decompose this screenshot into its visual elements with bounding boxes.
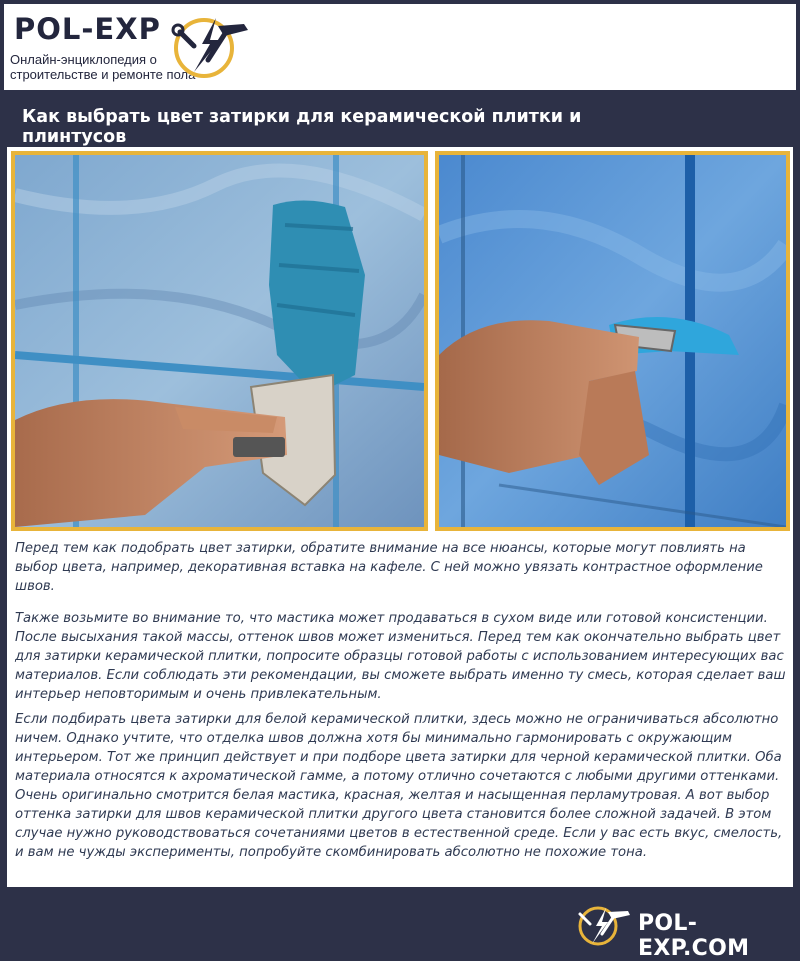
site-header: [4, 4, 796, 90]
paragraph: Также возьмите во внимание то, что мастика может продаваться в сухом виде или готовой консистенции. После высыхания такой массы, оттенок швов может измениться. Перед тем как окончательно выбрать цвет для затирки керамической плитки, попросите образцы готовой работы с использованием интересующих вас материалов. Если соблюдать эти рекомендации, вы сможете выбрать именно ту смесь, которая сделает ваш интерьер неповторимым и очень привлекательным.: [15, 611, 786, 702]
footer-site-link[interactable]: POL-EXP.COM: [638, 911, 750, 961]
grouting-photo-right: [435, 151, 790, 531]
article-title-bar: [4, 94, 653, 147]
hammer-wrench-lightning-icon[interactable]: [164, 10, 254, 82]
article-body: [15, 539, 787, 875]
paragraph: Перед тем как подобрать цвет затирки, обратите внимание на все нюансы, которые могут повлиять на выбор цвета, например, декоративная вставка на кафеле. С ней можно увязать контрастное оформление швов.: [15, 541, 763, 594]
grouting-photo-left: [11, 151, 428, 531]
site-tagline: Онлайн-энциклопедия о строительстве и ремонте пола: [10, 52, 196, 82]
paragraph: Если подбирать цвета затирки для белой керамической плитки, здесь можно не ограничиваться абсолютно ничем. Однако учтите, что отделка швов должна хотя бы минимально гармонировать с окружающим интерьером. Тот же принцип действует и при подборе цвета затирки для черной керамической плитки. Оба материала относятся к ахроматической гамме, а потому отлично сочетаются с любыми другими оттенками. Очень оригинально смотрится белая мастика, красная, желтая и насыщенная перламутровая. А вот выбор оттенка затирки для швов керамической плитки другого цвета становится более сложной задачей. В этом случае нужно руководствоваться сочетаниями цветов в естественной среде. Если у вас есть вкус, смелость, и вам не чужды эксперименты, попробуйте скомбинировать абсолютно не похожие тона.: [15, 712, 783, 860]
site-logo-text[interactable]: POL-EXP: [14, 12, 161, 46]
article-content: [7, 147, 793, 887]
article-title: Как выбрать цвет затирки для керамической плитки и плинтусов: [22, 107, 582, 147]
footer-logo-icon[interactable]: [574, 902, 634, 948]
